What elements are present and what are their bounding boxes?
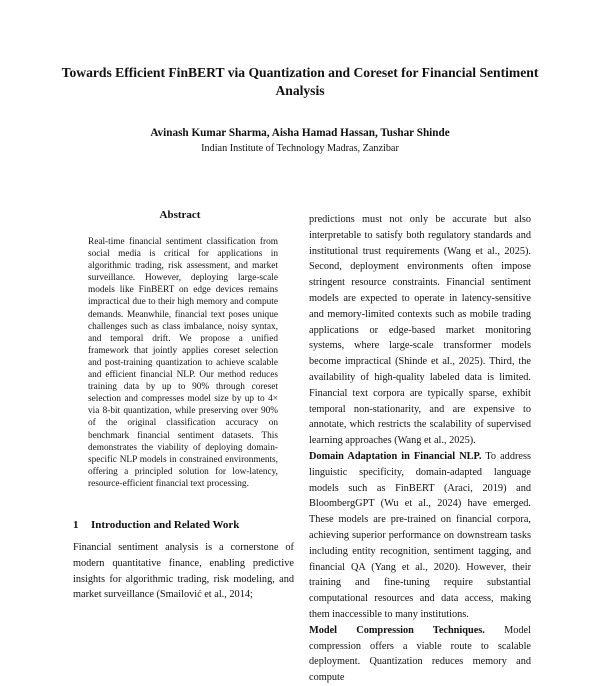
abstract-heading: Abstract [159, 209, 201, 221]
paper-title: Towards Efficient FinBERT via Quantization and Coreset for Financial Sentiment Analysis [61, 65, 539, 98]
paragraph-heading-domain-adaptation: Domain Adaptation in Financial NLP. [309, 450, 482, 462]
section-heading-introduction [73, 518, 293, 532]
right-paragraph-2 [309, 449, 531, 623]
intro-paragraph [73, 540, 294, 603]
abstract-body [88, 236, 278, 490]
paragraph-text-model-compression: Model compression offers a viable route to scalable deployment. Quantization reduces memory and compute [309, 624, 531, 684]
intro-text: Financial sentiment analysis is a cornerstone of modern quantitative finance, enabling predictive insights for algorithmic trading, risk modeling, and market surveillance (Smailović et al., 2014; [73, 542, 294, 601]
right-column [309, 212, 531, 686]
section-title: Introduction and Related Work [91, 519, 240, 531]
paragraph-text-domain-adaptation: To address linguistic specificity, domain-adapted language models such as FinBERT (Araci, 2019) and BloombergGPT (Wu et al., 2024) have emerged. These models are pre-trained on financial corpora, achieving superior performance on downstream tasks including entity recognition, sentiment tagging, and financial QA (Yang et al., 2020). However, their training and fine-tuning require substantial computational resources and data access, making them inaccessible to many institutions. [309, 450, 531, 620]
author-list: Avinash Kumar Sharma, Aisha Hamad Hassan, Tushar Shinde [150, 127, 450, 139]
affiliation: Indian Institute of Technology Madras, Zanzibar [201, 143, 399, 154]
section-number: 1 [73, 519, 79, 531]
paragraph-heading-model-compression: Model Compression Techniques. [309, 624, 485, 636]
right-paragraph-1: predictions must not only be accurate but also interpretable to satisfy both regulatory standards and institutional trust requirements (Wang et al., 2025). Second, deployment environments often impose stringent resource constraints. Financial sentiment models are expected to operate in latency-sensitive and memory-limited contexts such as mobile trading applications or edge-based market monitoring systems, where large-scale transformer models become impractical (Shinde et al., 2025). Third, the availability of high-quality labeled data is limited. Financial text corpora are typically sparse, exhibit temporal non-stationarity, and are expensive to annotate, which restricts the scalability of supervised learning approaches (Wang et al., 2025). [309, 214, 531, 447]
abstract-text: Real-time financial sentiment classification from social media is critical for applications in algorithmic trading, risk assessment, and market surveillance. However, deploying large-scale models like FinBERT on edge devices remains impractical due to their high memory and compute demands. Meanwhile, financial text poses unique challenges such as class imbalance, noisy syntax, and temporal drift. We propose a unified framework that jointly applies coreset selection and post-training quantization to achieve scalable and efficient financial NLP. Our method reduces training data by up to 90% through coreset selection and compresses model size by up to 4× via 8-bit quantization, while preserving over 90% of the original classification accuracy on benchmark financial sentiment datasets. This demonstrates the viability of deploying domain-specific NLP models in constrained environments, offering a principled solution for low-latency, resource-efficient financial text processing. [88, 237, 278, 489]
right-paragraph-3 [309, 623, 531, 686]
